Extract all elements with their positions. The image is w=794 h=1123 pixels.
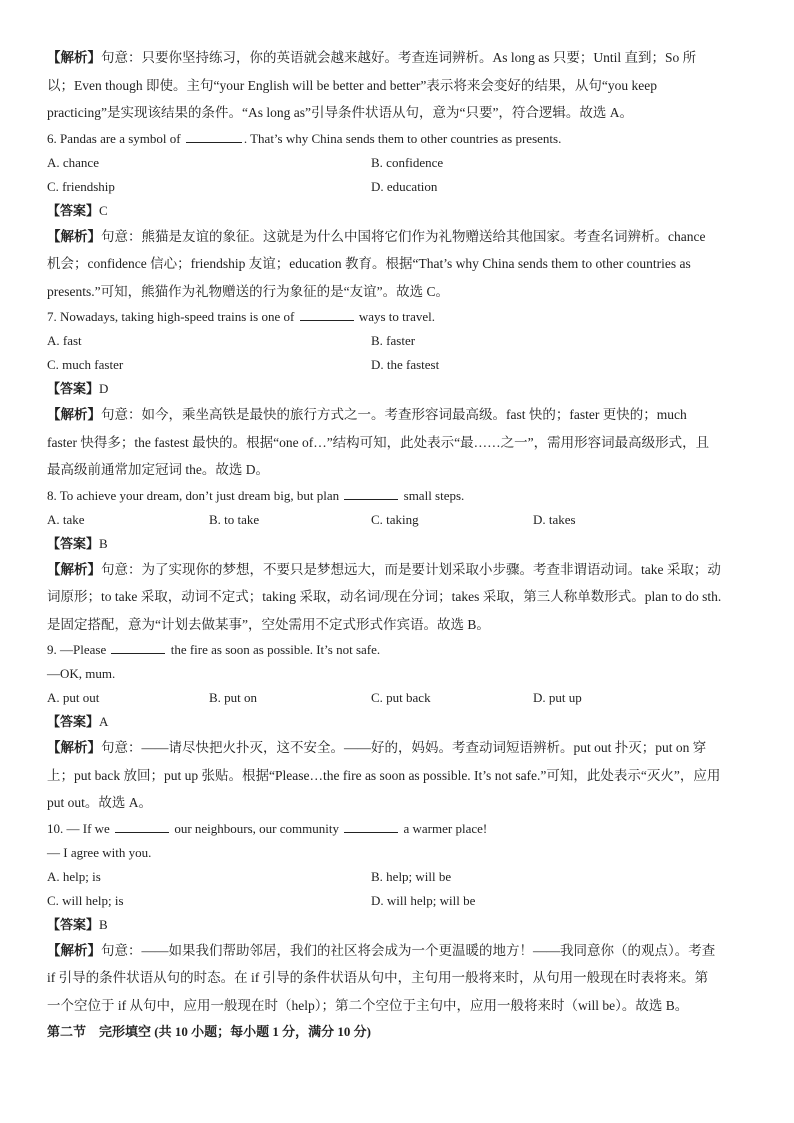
question-text: . That’s why China sends them to other countries as presents. — [243, 130, 562, 146]
answer-blank — [344, 818, 398, 833]
explanation-tag: 【解析】 — [47, 407, 101, 422]
option-row — [47, 865, 752, 889]
explanation-tag: 【解析】 — [47, 228, 101, 244]
option: C. friendship — [47, 178, 115, 194]
section-heading — [47, 1019, 752, 1045]
option: B. to take — [209, 511, 260, 527]
option: A. chance — [47, 154, 99, 170]
explanation-line — [47, 964, 752, 992]
explanation-text: 句意：只要你坚持练习，你的英语就会越来越好。考查连词辨析。As long as 只要；Until 直到；So 所 — [101, 50, 697, 65]
explanation-text: presents.”可知，熊猫作为礼物赠送的行为象征的是“友谊”。故选 C。 — [47, 283, 449, 299]
question-stem — [47, 484, 752, 508]
answer-tag: 【答案】 — [47, 535, 100, 551]
explanation-text: 句意：——如果我们帮助邻居，我们的社区将会成为一个更温暖的地方！——我同意你（的观点）。考查 — [101, 942, 716, 958]
answer-blank — [115, 818, 169, 833]
answer-blank — [111, 639, 165, 654]
question-text: a warmer place! — [400, 820, 488, 836]
explanation-tag: 【解析】 — [47, 561, 101, 577]
option: D. education — [371, 178, 438, 194]
dialogue-line — [47, 841, 752, 865]
option: D. takes — [533, 511, 576, 527]
option-row — [47, 686, 752, 710]
explanation-line — [47, 734, 752, 762]
question-text: our neighbours, our community — [171, 820, 343, 836]
explanation-line — [47, 72, 752, 100]
explanation-line — [47, 429, 752, 457]
question-text: small steps. — [400, 487, 465, 503]
question-stem — [47, 305, 752, 329]
explanation-text: 句意：——请尽快把火扑灭，这不安全。——好的，妈妈。考查动词短语辨析。put out 扑灭；put on 穿 — [101, 740, 707, 755]
explanation-text: 一个空位于 if 从句中，应用一般现在时（help）；第二个空位于主句中，应用一般将来时（will be）。故选 B。 — [47, 997, 689, 1013]
explanation-line — [47, 762, 752, 790]
explanation-text: put out。故选 A。 — [47, 795, 153, 810]
explanation-line — [47, 99, 752, 127]
dialogue-line — [47, 662, 752, 686]
explanation-line — [47, 789, 752, 817]
answer-blank — [344, 485, 398, 500]
option: B. confidence — [371, 154, 444, 170]
explanation-line — [47, 992, 752, 1020]
question-stem — [47, 638, 752, 662]
explanation-text: 句意：如今，乘坐高铁是最快的旅行方式之一。考查形容词最高级。fast 快的；faster 更快的；much — [101, 407, 687, 422]
explanation-line — [47, 250, 752, 278]
question-text: ways to travel. — [355, 309, 435, 324]
answer-line — [47, 710, 752, 734]
question-stem — [47, 817, 752, 841]
explanation-line — [47, 223, 752, 251]
option-row — [47, 353, 752, 377]
option: D. the fastest — [371, 357, 440, 372]
explanation-line — [47, 583, 752, 611]
option: C. put back — [371, 690, 431, 705]
option: D. put up — [533, 690, 582, 705]
question-text: 10. — If we — [47, 820, 114, 836]
explanation-text: 机会；confidence 信心；friendship 友谊；education 教育。根据“That’s why China sends them to other countries as — [47, 256, 691, 271]
question-text: 8. To achieve your dream, don’t just dream big, but plan — [47, 487, 343, 503]
question-text: 7. Nowadays, taking high-speed trains is one of — [47, 309, 298, 324]
explanation-tag: 【解析】 — [47, 50, 101, 65]
option-row — [47, 889, 752, 913]
explanation-line — [47, 556, 752, 584]
explanation-text: 上；put back 放回；put up 张贴。根据“Please…the fire as soon as possible. It’s not safe.”可知，此处表示“灭火”，应用 — [47, 767, 721, 783]
question-text: 9. —Please — [47, 642, 110, 657]
option: B. help; will be — [371, 868, 452, 884]
explanation-text: 最高级前通常加定冠词 the。故选 D。 — [47, 462, 269, 477]
answer-value: B — [99, 535, 108, 551]
explanation-line — [47, 937, 752, 965]
explanation-text: 句意：为了实现你的梦想，不要只是梦想远大，而是要计划采取小步骤。考查非谓语动词。take 采取；动 — [101, 561, 721, 577]
answer-line — [47, 199, 752, 223]
explanation-text: 词原形；to take 采取，动词不定式；taking 采取，动名词/现在分词；takes 采取，第三人称单数形式。plan to do sth. — [47, 589, 722, 604]
answer-line — [47, 913, 752, 937]
question-stem — [47, 127, 752, 151]
question-text: 6. Pandas are a symbol of — [47, 130, 184, 146]
explanation-text: if 引导的条件状语从句的时态。在 if 引导的条件状语从句中，主句用一般将来时，从句用一般现在时表将来。第 — [47, 970, 709, 985]
answer-tag: 【答案】 — [47, 381, 100, 396]
option-row — [47, 329, 752, 353]
answer-value: A — [99, 714, 109, 729]
explanation-line — [47, 401, 752, 429]
explanation-line — [47, 611, 752, 639]
document-content — [47, 44, 752, 1045]
answer-line — [47, 377, 752, 401]
option: C. much faster — [47, 357, 124, 372]
answer-tag: 【答案】 — [47, 202, 100, 218]
option: C. will help; is — [47, 892, 124, 908]
explanation-tag: 【解析】 — [47, 942, 101, 958]
explanation-text: 句意：熊猫是友谊的象征。这就是为什么中国将它们作为礼物赠送给其他国家。考查名词辨析。chance — [101, 228, 706, 244]
option: C. taking — [371, 511, 419, 527]
answer-line — [47, 532, 752, 556]
option: A. fast — [47, 333, 82, 348]
option: A. take — [47, 511, 85, 527]
dialogue-text: —OK, mum. — [47, 666, 116, 681]
answer-value: D — [99, 381, 109, 396]
option: B. faster — [371, 333, 416, 348]
option: A. put out — [47, 690, 100, 705]
option-row — [47, 151, 752, 175]
explanation-text: 是固定搭配，意为“计划去做某事”，空处需用不定式形式作宾语。故选 B。 — [47, 616, 490, 632]
explanation-text: 以；Even though 即使。主句“your English will be better and better”表示将来会变好的结果，从句“you keep — [47, 77, 658, 93]
option: A. help; is — [47, 868, 101, 884]
section-title: 第二节 完形填空 (共 10 小题；每小题 1 分，满分 10 分) — [47, 1024, 371, 1039]
answer-value: B — [99, 916, 108, 932]
explanation-line — [47, 44, 752, 72]
option-row — [47, 508, 752, 532]
option: D. will help; will be — [371, 892, 476, 908]
explanation-line — [47, 456, 752, 484]
dialogue-text: — I agree with you. — [47, 844, 152, 860]
option: B. put on — [209, 690, 258, 705]
explanation-text: faster 快得多；the fastest 最快的。根据“one of…”结构可知，此处表示“最……之一”，需用形容词最高级形式，且 — [47, 434, 710, 450]
question-text: the fire as soon as possible. It’s not safe. — [167, 642, 381, 657]
answer-value: C — [99, 202, 108, 218]
answer-blank — [300, 306, 354, 321]
answer-blank — [186, 128, 242, 143]
answer-tag: 【答案】 — [47, 714, 100, 729]
explanation-tag: 【解析】 — [47, 740, 101, 755]
explanation-text: practicing”是实现该结果的条件。“As long as”引导条件状语从句，意为“只要”，符合逻辑。故选 A。 — [47, 105, 634, 120]
explanation-line — [47, 278, 752, 306]
answer-tag: 【答案】 — [47, 916, 100, 932]
option-row — [47, 175, 752, 199]
